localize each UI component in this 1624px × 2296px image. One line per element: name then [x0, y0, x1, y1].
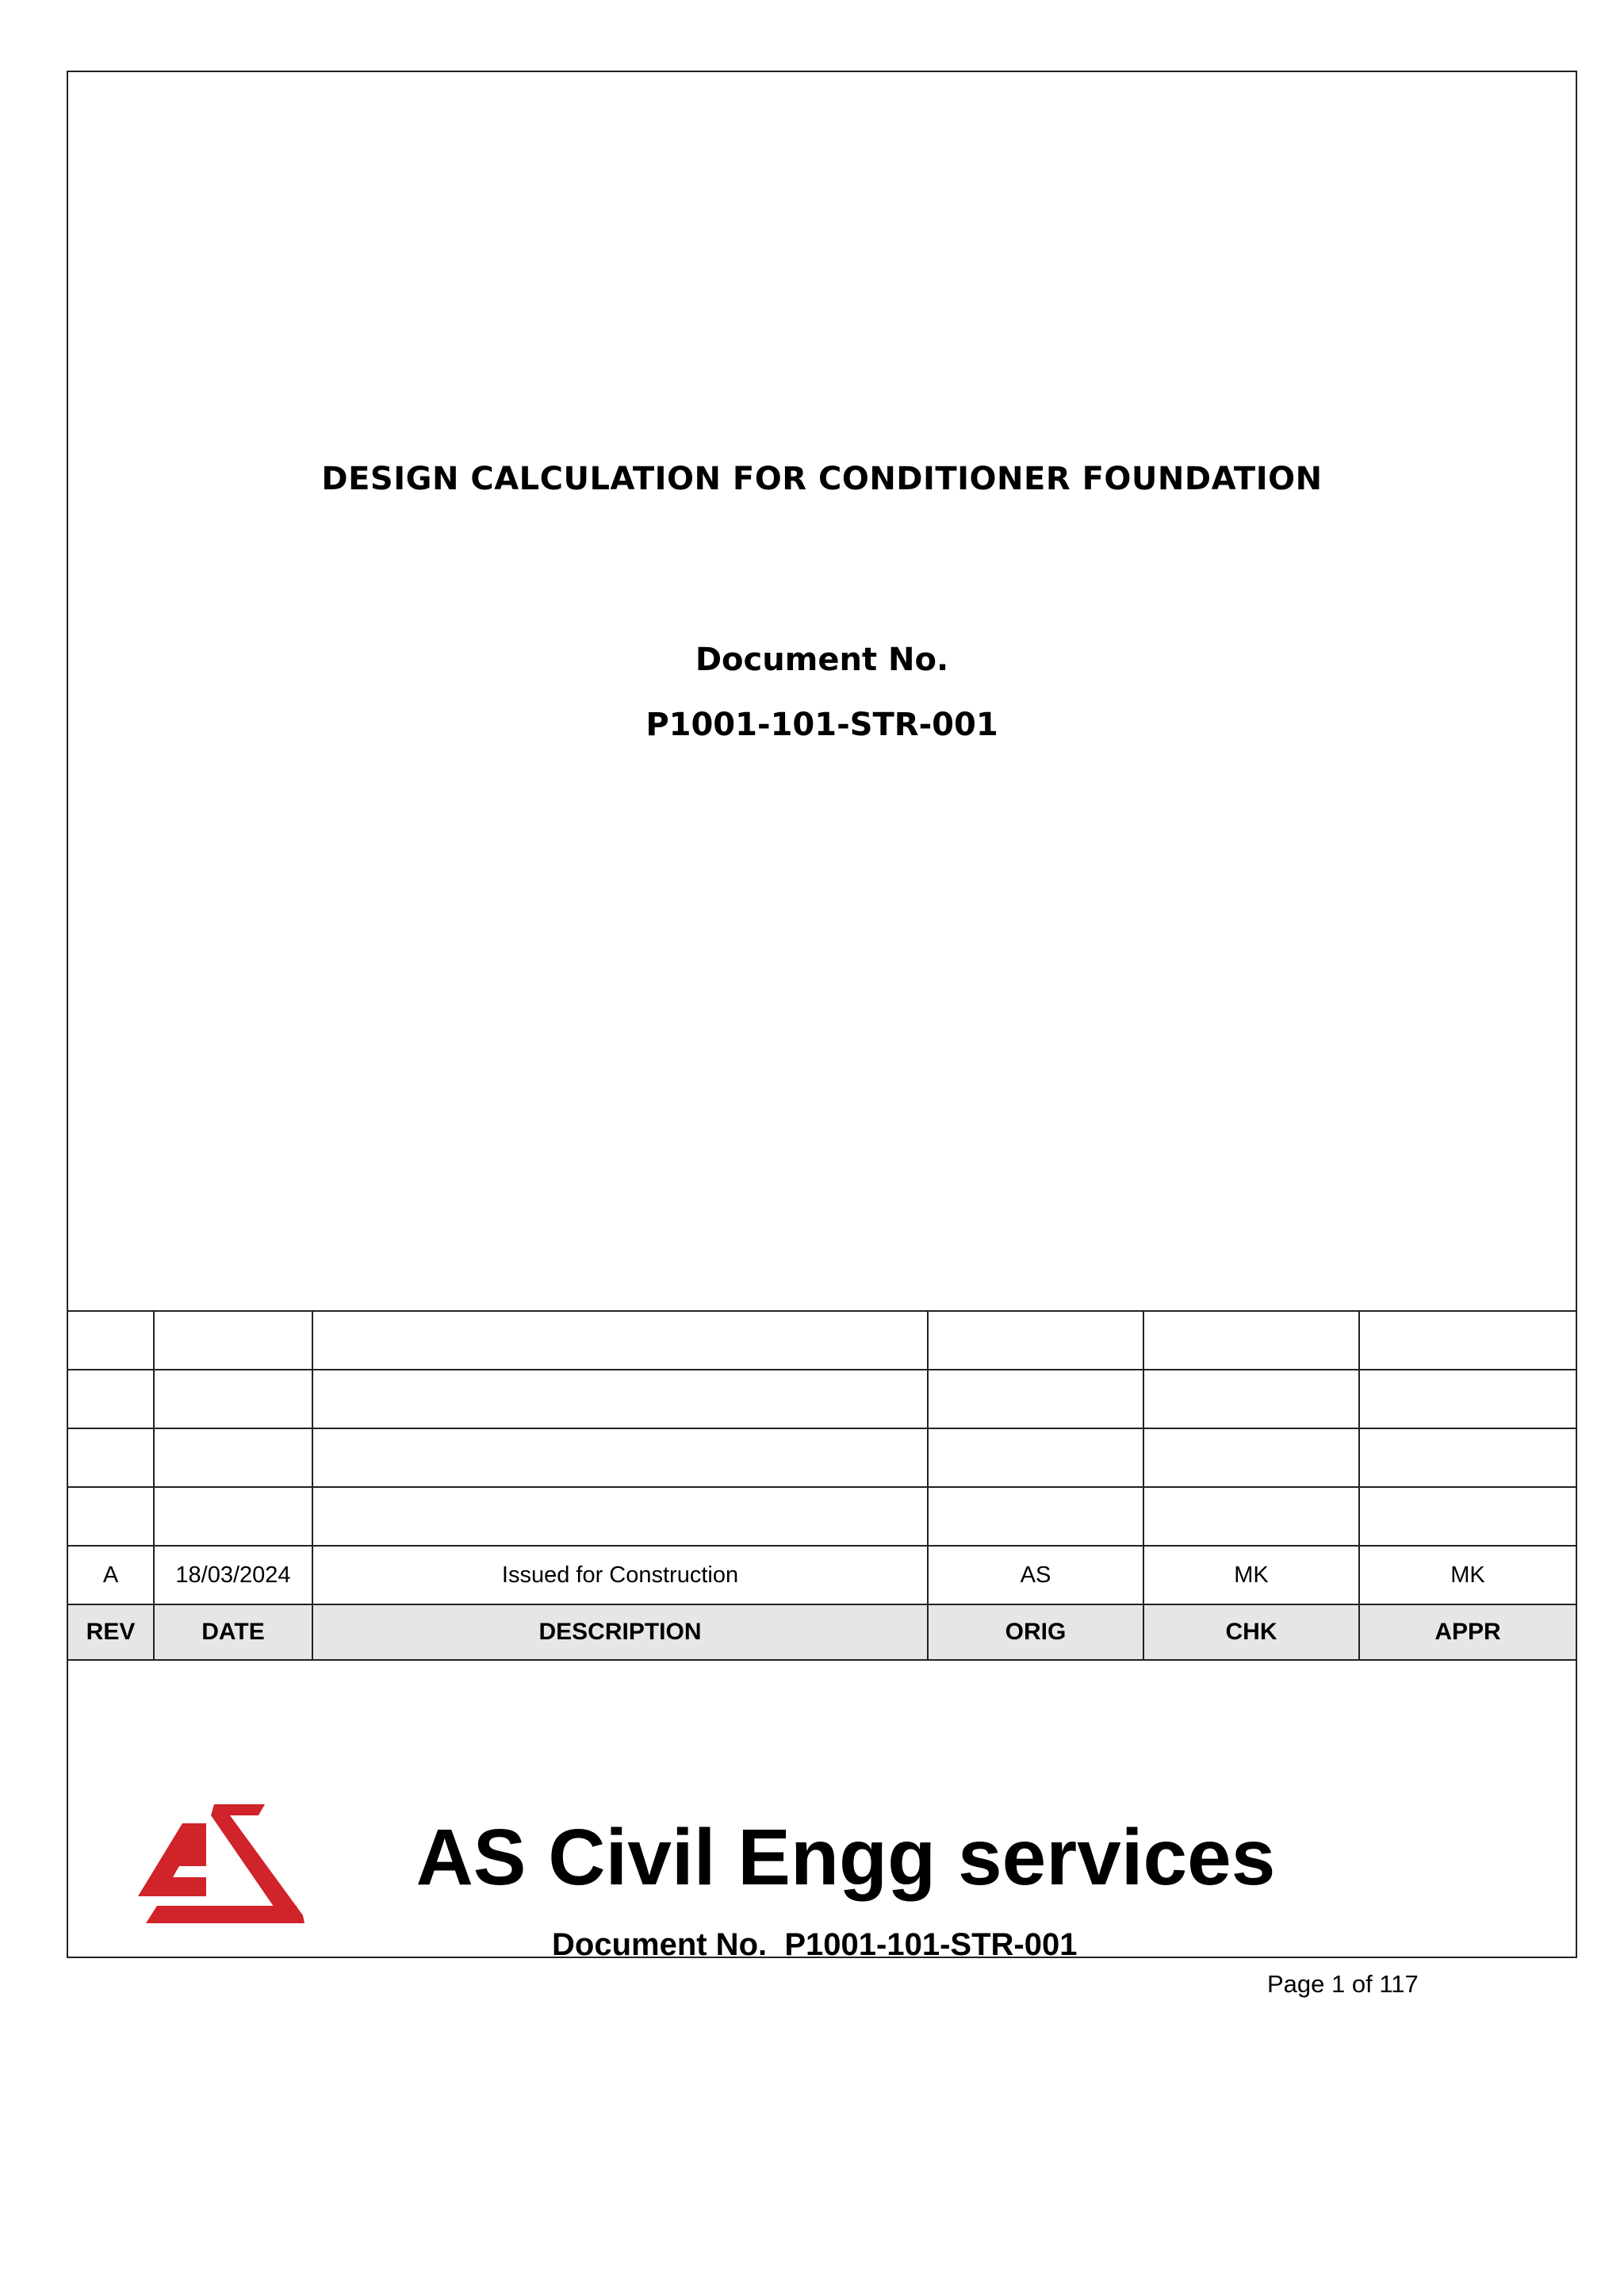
column-header-description: DESCRIPTION	[312, 1604, 928, 1660]
revision-table	[68, 1310, 1576, 1661]
table-cell	[1143, 1487, 1359, 1546]
table-cell	[154, 1311, 312, 1370]
page-number: Page 1 of 117	[1267, 1970, 1419, 1998]
table-cell	[928, 1311, 1143, 1370]
revision-date: 18/03/2024	[154, 1546, 312, 1604]
table-cell	[68, 1311, 154, 1370]
table-cell	[928, 1370, 1143, 1428]
column-header-appr: APPR	[1359, 1604, 1576, 1660]
table-cell	[312, 1311, 928, 1370]
table-cell	[312, 1370, 928, 1428]
revision-checker: MK	[1143, 1546, 1359, 1604]
document-number-label: Document No.	[695, 642, 949, 678]
table-cell	[312, 1487, 928, 1546]
table-cell	[68, 1487, 154, 1546]
logo-base	[146, 1906, 300, 1923]
table-cell	[928, 1428, 1143, 1487]
table-cell	[1359, 1428, 1576, 1487]
table-row	[68, 1428, 1576, 1487]
table-row	[68, 1487, 1576, 1546]
column-header-orig: ORIG	[928, 1604, 1143, 1660]
revision-originator: AS	[928, 1546, 1143, 1604]
revision-code: A	[68, 1546, 154, 1604]
table-row	[68, 1311, 1576, 1370]
table-cell	[1359, 1311, 1576, 1370]
table-cell	[928, 1487, 1143, 1546]
table-cell	[68, 1370, 154, 1428]
footer-document-number: Document No. P1001-101-STR-001	[552, 1927, 1078, 1962]
table-cell	[1143, 1311, 1359, 1370]
company-name: AS Civil Engg services	[416, 1813, 1276, 1902]
column-header-date: DATE	[154, 1604, 312, 1660]
table-row	[68, 1546, 1576, 1604]
title-block-footer	[68, 1739, 1576, 1962]
table-cell	[1359, 1370, 1576, 1428]
page-frame	[67, 71, 1577, 1962]
table-cell	[154, 1370, 312, 1428]
table-cell	[154, 1428, 312, 1487]
table-cell	[1359, 1487, 1576, 1546]
table-cell	[154, 1487, 312, 1546]
table-row	[68, 1370, 1576, 1428]
document-title: DESIGN CALCULATION FOR CONDITIONER FOUNDATION	[321, 461, 1323, 497]
revision-description: Issued for Construction	[312, 1546, 928, 1604]
column-header-rev: REV	[68, 1604, 154, 1660]
table-cell	[1143, 1428, 1359, 1487]
column-header-chk: CHK	[1143, 1604, 1359, 1660]
revision-approver: MK	[1359, 1546, 1576, 1604]
table-cell	[68, 1428, 154, 1487]
table-cell	[1143, 1370, 1359, 1428]
document-number: P1001-101-STR-001	[645, 707, 998, 743]
table-cell	[312, 1428, 928, 1487]
table-header-row	[68, 1604, 1576, 1660]
